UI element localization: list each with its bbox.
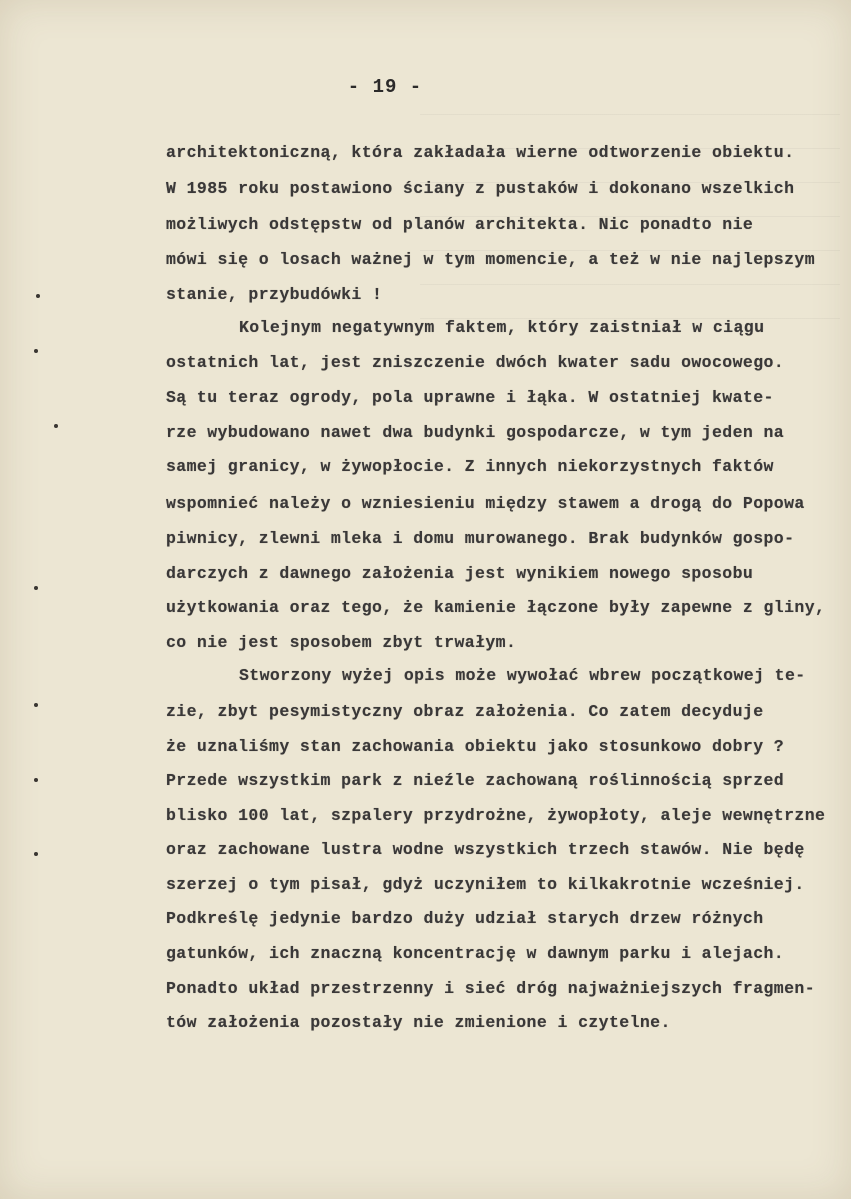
text-line: ostatnich lat, jest zniszczenie dwóch kwater sadu owocowego. — [166, 353, 785, 372]
margin-speck — [34, 349, 38, 353]
text-line: oraz zachowane lustra wodne wszystkich trzech stawów. Nie będę — [166, 840, 805, 859]
margin-speck — [54, 424, 58, 428]
text-line: użytkowania oraz tego, że kamienie łączone były zapewne z gliny, — [166, 598, 826, 617]
show-through-text — [420, 100, 840, 320]
text-line: co nie jest sposobem zbyt trwałym. — [166, 633, 517, 652]
text-line: mówi się o losach ważnej w tym momencie, a też w nie najlepszym — [166, 250, 816, 269]
text-line: stanie, przybudówki ! — [166, 285, 383, 304]
text-line: darczych z dawnego założenia jest wynikiem nowego sposobu — [166, 564, 754, 583]
page-number: - 19 - — [347, 76, 423, 98]
margin-speck — [34, 586, 38, 590]
text-line: W 1985 roku postawiono ściany z pustaków i dokonano wszelkich — [166, 179, 795, 198]
text-line: Są tu teraz ogrody, pola uprawne i łąka. W ostatniej kwate- — [166, 388, 774, 407]
text-line: Stworzony wyżej opis może wywołać wbrew początkowej te- — [239, 666, 806, 685]
text-line: samej granicy, w żywopłocie. Z innych niekorzystnych faktów — [166, 457, 774, 476]
text-line: blisko 100 lat, szpalery przydrożne, żywopłoty, aleje wewnętrzne — [166, 806, 826, 825]
text-line: tów założenia pozostały nie zmienione i czytelne. — [166, 1013, 671, 1032]
text-line: piwnicy, zlewni mleka i domu murowanego. Brak budynków gospo- — [166, 529, 795, 548]
text-line: rze wybudowano nawet dwa budynki gospodarcze, w tym jeden na — [166, 423, 785, 442]
text-line: szerzej o tym pisał, gdyż uczyniłem to kilkakrotnie wcześniej. — [166, 875, 805, 894]
text-line: Ponadto układ przestrzenny i sieć dróg najważniejszych fragmen- — [166, 979, 816, 998]
text-line: możliwych odstępstw od planów architekta. Nic ponadto nie — [166, 215, 754, 234]
text-line: zie, zbyt pesymistyczny obraz założenia. Co zatem decyduje — [166, 702, 764, 721]
text-line: gatunków, ich znaczną koncentrację w dawnym parku i alejach. — [166, 944, 785, 963]
text-line: Kolejnym negatywnym faktem, który zaistniał w ciągu — [239, 318, 765, 337]
margin-speck — [34, 778, 38, 782]
margin-speck — [34, 703, 38, 707]
text-line: Podkreślę jedynie bardzo duży udział starych drzew różnych — [166, 909, 764, 928]
text-line: wspomnieć należy o wzniesieniu między stawem a drogą do Popowa — [166, 494, 805, 513]
text-line: że uznaliśmy stan zachowania obiektu jako stosunkowo dobry ? — [166, 737, 785, 756]
margin-speck — [36, 294, 40, 298]
margin-speck — [34, 852, 38, 856]
text-line: Przede wszystkim park z nieźle zachowaną roślinnością sprzed — [166, 771, 785, 790]
text-line: architektoniczną, która zakładała wierne odtworzenie obiektu. — [166, 143, 795, 162]
